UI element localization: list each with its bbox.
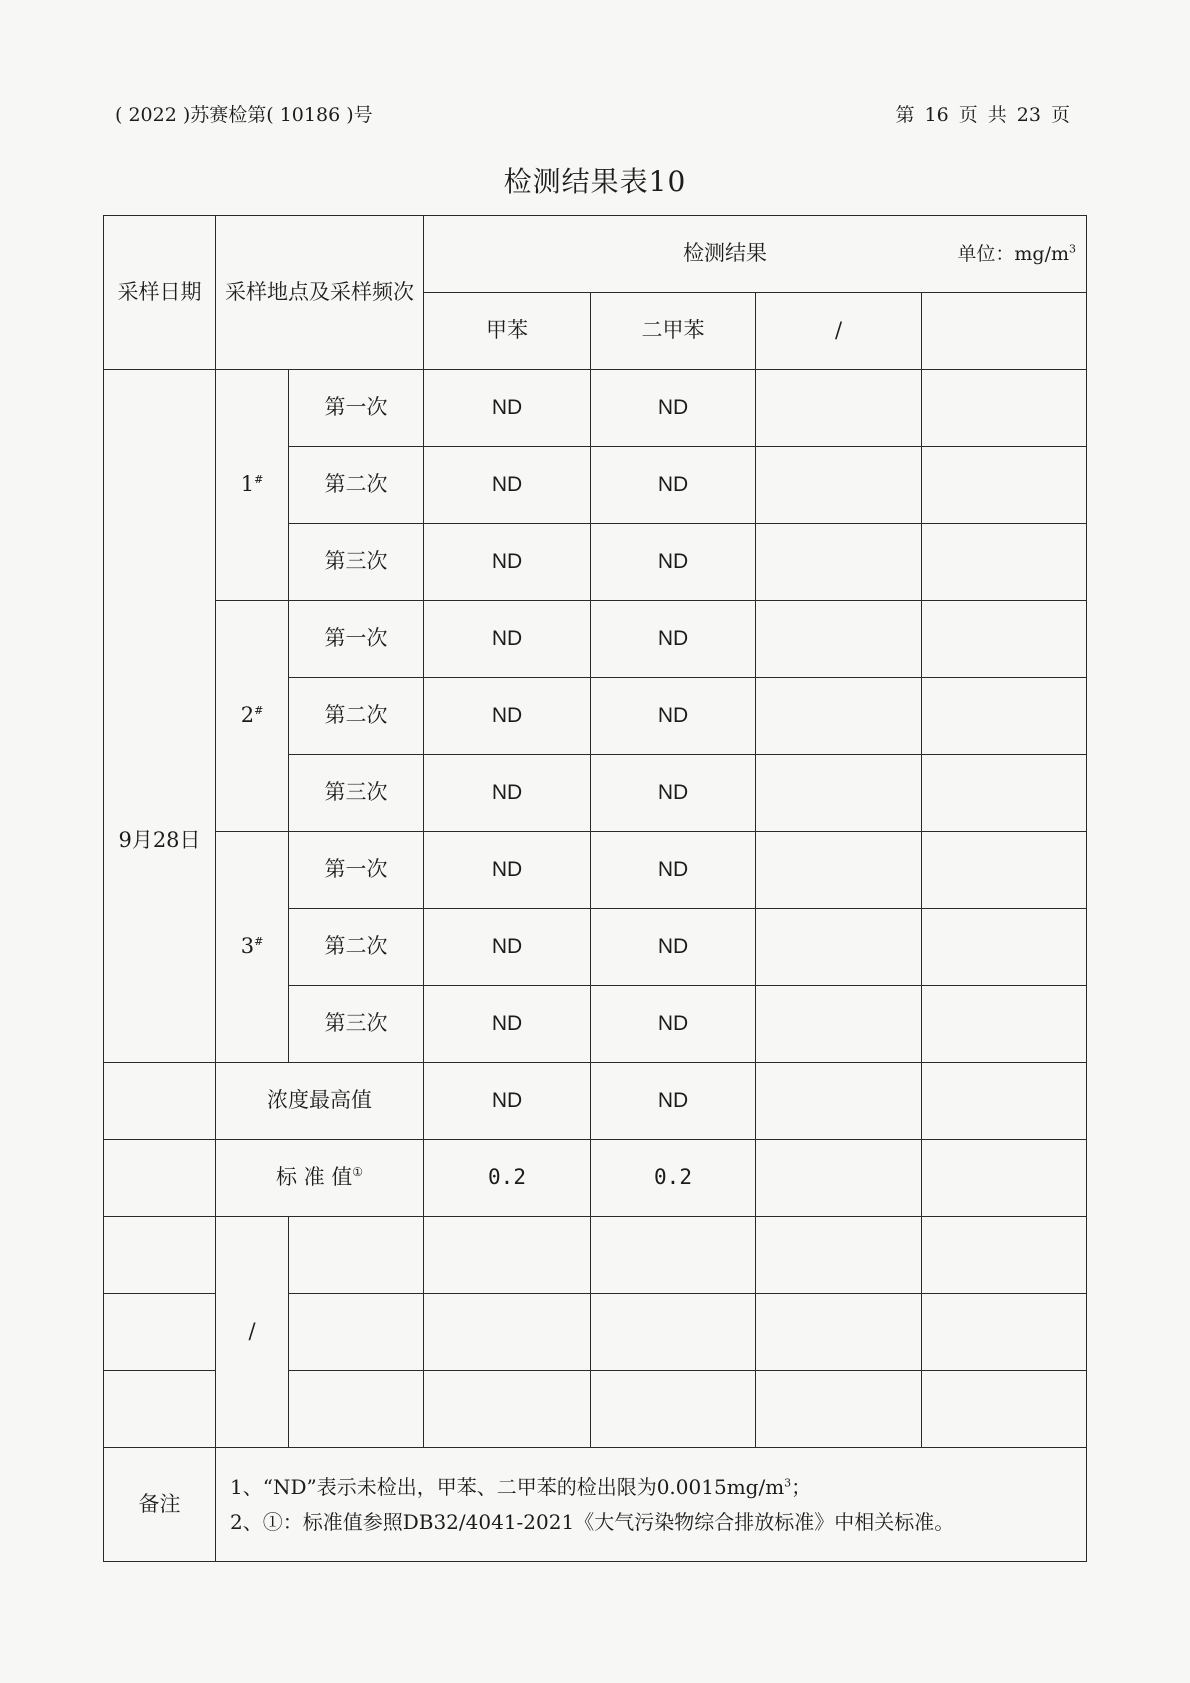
analyte-xylene: 二甲苯 xyxy=(591,293,756,370)
xylene-cell: ND xyxy=(591,678,756,755)
header-row-1 xyxy=(104,216,1087,293)
empty-cell xyxy=(289,1217,424,1294)
standard-label: 标 准 值① xyxy=(216,1140,424,1217)
empty-mark: / xyxy=(216,1217,289,1448)
analyte-blank xyxy=(922,293,1087,370)
empty-cell xyxy=(591,1217,756,1294)
empty-cell xyxy=(922,601,1087,678)
empty-cell xyxy=(424,1294,591,1371)
empty-cell xyxy=(756,986,922,1063)
max-row xyxy=(104,1063,1087,1140)
site-cell: 2# xyxy=(216,601,289,832)
empty-cell xyxy=(756,832,922,909)
empty-cell xyxy=(922,1140,1087,1217)
toluene-cell: ND xyxy=(424,524,591,601)
empty-cell xyxy=(922,447,1087,524)
empty-cell xyxy=(104,1063,216,1140)
empty-cell xyxy=(922,832,1087,909)
site-cell: 3# xyxy=(216,832,289,1063)
empty-cell xyxy=(591,1371,756,1448)
freq-cell: 第二次 xyxy=(289,678,424,755)
empty-cell xyxy=(756,1140,922,1217)
empty-cell xyxy=(756,755,922,832)
site-header: 采样地点及采样频次 xyxy=(216,216,424,370)
freq-cell: 第二次 xyxy=(289,447,424,524)
freq-cell: 第三次 xyxy=(289,986,424,1063)
empty-cell xyxy=(922,986,1087,1063)
empty-cell xyxy=(104,1217,216,1294)
site-cell: 1# xyxy=(216,370,289,601)
empty-cell xyxy=(756,1063,922,1140)
table-row xyxy=(104,601,1087,678)
notes-row xyxy=(104,1448,1087,1562)
empty-cell xyxy=(104,1140,216,1217)
xylene-cell: ND xyxy=(591,909,756,986)
empty-cell xyxy=(289,1371,424,1448)
std-xylene: 0.2 xyxy=(591,1140,756,1217)
empty-cell xyxy=(756,447,922,524)
empty-cell xyxy=(922,678,1087,755)
empty-cell xyxy=(756,370,922,447)
empty-cell xyxy=(424,1371,591,1448)
empty-cell xyxy=(104,1294,216,1371)
toluene-cell: ND xyxy=(424,601,591,678)
toluene-cell: ND xyxy=(424,909,591,986)
xylene-cell: ND xyxy=(591,447,756,524)
empty-cell xyxy=(591,1294,756,1371)
toluene-cell: ND xyxy=(424,447,591,524)
xylene-cell: ND xyxy=(591,370,756,447)
freq-cell: 第一次 xyxy=(289,370,424,447)
unit-label: 单位：$mg/m^3$ xyxy=(957,242,1076,265)
xylene-cell: ND xyxy=(591,832,756,909)
toluene-cell: ND xyxy=(424,678,591,755)
result-header: 检测结果 单位：$mg/m^3$ xyxy=(424,216,1087,293)
xylene-cell: ND xyxy=(591,986,756,1063)
toluene-cell: ND xyxy=(424,986,591,1063)
note-1: 1、“ND”表示未检出，甲苯、二甲苯的检出限为$0.0015mg/m^3$； xyxy=(230,1474,812,1499)
max-toluene: ND xyxy=(424,1063,591,1140)
empty-cell xyxy=(756,524,922,601)
analyte-toluene: 甲苯 xyxy=(424,293,591,370)
empty-cell xyxy=(922,370,1087,447)
notes-label: 备注 xyxy=(104,1448,216,1562)
empty-cell xyxy=(922,524,1087,601)
empty-cell xyxy=(922,1063,1087,1140)
date-header: 采样日期 xyxy=(104,216,216,370)
toluene-cell: ND xyxy=(424,370,591,447)
empty-row xyxy=(104,1217,1087,1294)
empty-cell xyxy=(756,601,922,678)
xylene-cell: ND xyxy=(591,755,756,832)
results-table xyxy=(103,215,1087,1562)
xylene-cell: ND xyxy=(591,524,756,601)
notes-content xyxy=(216,1448,1087,1562)
empty-cell xyxy=(922,1371,1087,1448)
empty-cell xyxy=(756,1294,922,1371)
empty-cell xyxy=(922,1217,1087,1294)
empty-cell xyxy=(756,909,922,986)
max-label: 浓度最高值 xyxy=(216,1063,424,1140)
std-toluene: 0.2 xyxy=(424,1140,591,1217)
standard-row xyxy=(104,1140,1087,1217)
empty-cell xyxy=(756,1371,922,1448)
table-row xyxy=(104,832,1087,909)
freq-cell: 第一次 xyxy=(289,601,424,678)
empty-cell xyxy=(289,1294,424,1371)
page-title: 检测结果表10 xyxy=(503,165,687,198)
date-cell: 9月28日 xyxy=(104,370,216,1063)
empty-cell xyxy=(922,755,1087,832)
freq-cell: 第一次 xyxy=(289,832,424,909)
analyte-none: / xyxy=(756,293,922,370)
page-info: 第 16 页 共 23 页 xyxy=(895,104,1070,126)
table-row xyxy=(104,370,1087,447)
toluene-cell: ND xyxy=(424,832,591,909)
empty-cell xyxy=(922,1294,1087,1371)
max-xylene: ND xyxy=(591,1063,756,1140)
empty-cell xyxy=(756,1217,922,1294)
xylene-cell: ND xyxy=(591,601,756,678)
note-2: 2、①：标准值参照DB32/4041-2021《大气污染物综合排放标准》中相关标准。 xyxy=(230,1509,955,1534)
empty-cell xyxy=(104,1371,216,1448)
freq-cell: 第三次 xyxy=(289,755,424,832)
report-number: ( 2022 )苏赛检第( 10186 )号 xyxy=(115,104,373,126)
empty-cell xyxy=(922,909,1087,986)
empty-cell xyxy=(424,1217,591,1294)
empty-cell xyxy=(756,678,922,755)
freq-cell: 第三次 xyxy=(289,524,424,601)
freq-cell: 第二次 xyxy=(289,909,424,986)
toluene-cell: ND xyxy=(424,755,591,832)
